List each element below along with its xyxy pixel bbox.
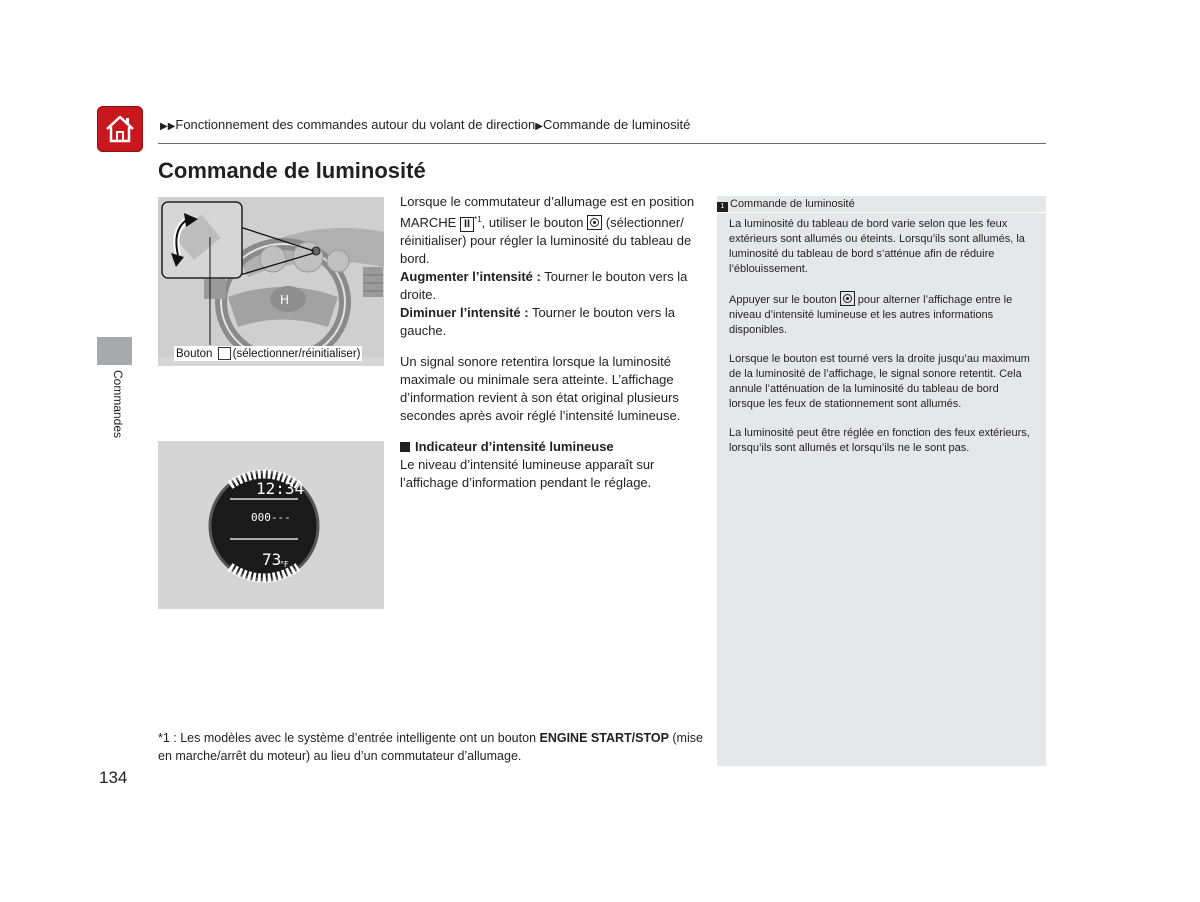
settings-knob-icon [218, 347, 231, 360]
indicator-paragraph: Le niveau d’intensité lumineuse apparaît sur l’affichage d’information pendant le réglage. [400, 457, 655, 490]
footnote-button-name: ENGINE START/STOP [539, 731, 669, 745]
section-bullet-icon [400, 442, 410, 452]
note-reference-icon: 1 [717, 202, 728, 212]
page-number: 134 [99, 768, 128, 787]
sidebar-paragraph: Lorsque le bouton est tourné vers la droite jusqu’au maximum de la luminosité de l’affichage, le signal sonore retentit. Cela annule l’atténuation de la luminosité du tableau de bord lorsque les feux de stationnement sont allumés. [729, 353, 1030, 410]
chapter-label: Commandes [111, 370, 125, 439]
sidebar-paragraph: La luminosité peut être réglée en fonction des feux extérieurs, lorsqu’ils sont allumés et lorsqu’ils ne le sont pas. [729, 427, 1030, 454]
settings-knob-icon [587, 215, 602, 230]
svg-text:H: H [280, 293, 290, 307]
home-button[interactable] [97, 106, 143, 152]
clock-readout: 12:34 [256, 479, 305, 498]
intro-text-2: , utiliser le bouton [481, 215, 588, 230]
sidebar-heading-text: Commande de luminosité [730, 198, 855, 210]
home-icon [103, 112, 137, 146]
increase-label: Augmenter l’intensité : [400, 269, 541, 284]
temperature-unit: °F [280, 560, 289, 569]
sidebar-heading [717, 196, 1046, 213]
breadcrumb-current: Commande de luminosité [542, 117, 691, 132]
temperature-readout: 73 [262, 550, 282, 569]
signal-paragraph: Un signal sonore retentira lorsque la luminosité maximale ou minimale sera atteinte. L’affichage d’information revient à son état original plusieurs secondes après avoir réglé l’intensité lumineuse. [400, 354, 681, 423]
caption-prefix: Bouton [176, 348, 213, 360]
increase-paragraph [400, 268, 698, 304]
odometer-readout: 000--- [251, 511, 291, 524]
indicator-heading-text: Indicateur d’intensité lumineuse [415, 439, 614, 454]
breadcrumb-arrows: ▶▶ [160, 121, 176, 132]
breadcrumb-section-link[interactable]: Fonctionnement des commandes autour du volant de direction [175, 117, 536, 132]
caption-box [174, 346, 362, 361]
dashboard-illustration [158, 197, 384, 366]
sidebar-body [729, 217, 1034, 470]
brightness-display-illustration [158, 441, 384, 609]
decrease-paragraph [400, 304, 698, 340]
header-divider [158, 143, 1046, 144]
page-title: Commande de luminosité [158, 158, 426, 183]
footnote [158, 729, 703, 765]
main-content [400, 193, 698, 492]
decrease-label: Diminuer l’intensité : [400, 305, 529, 320]
sidebar-text: pour alterner l’affichage entre le niveau d’intensité lumineuse et les autres informations disponibles. [729, 294, 1013, 336]
footnote-text-2: (mise en marche/arrêt du moteur) au lieu d’un commutateur d’allumage. [158, 731, 703, 763]
intro-text-3: (sélectionner/ réinitialiser) pour régler la luminosité du tableau de bord. [400, 215, 692, 266]
decrease-text: Tourner le bouton vers la gauche. [400, 305, 676, 338]
ignition-position-badge: II [460, 217, 474, 232]
chapter-tab[interactable] [97, 337, 132, 365]
caption-suffix: (sélectionner/réinitialiser) [232, 348, 361, 360]
indicator-heading [400, 438, 698, 456]
notes-sidebar [717, 196, 1046, 766]
footnote-ref[interactable]: *1 [474, 215, 482, 224]
sidebar-paragraph: La luminosité du tableau de bord varie selon que les feux extérieurs sont allumés ou éteints. Lorsqu’ils sont allumés, la luminosité du tableau de bord s’atténue afin de réduire l’éblouissement. [729, 218, 1025, 275]
figure-caption [158, 344, 384, 364]
footnote-text-1: *1 : Les modèles avec le système d’entrée intelligente ont un bouton [158, 731, 540, 745]
intro-paragraph [400, 193, 698, 268]
intro-text-1: Lorsque le commutateur d’allumage est en position MARCHE [400, 194, 695, 230]
sidebar-paragraph [729, 291, 1034, 338]
increase-text: Tourner le bouton vers la droite. [400, 269, 688, 302]
breadcrumb [160, 117, 690, 132]
breadcrumb-separator: ▶ [535, 121, 543, 132]
sidebar-text: Appuyer sur le bouton [729, 294, 840, 306]
settings-knob-icon [840, 291, 855, 306]
